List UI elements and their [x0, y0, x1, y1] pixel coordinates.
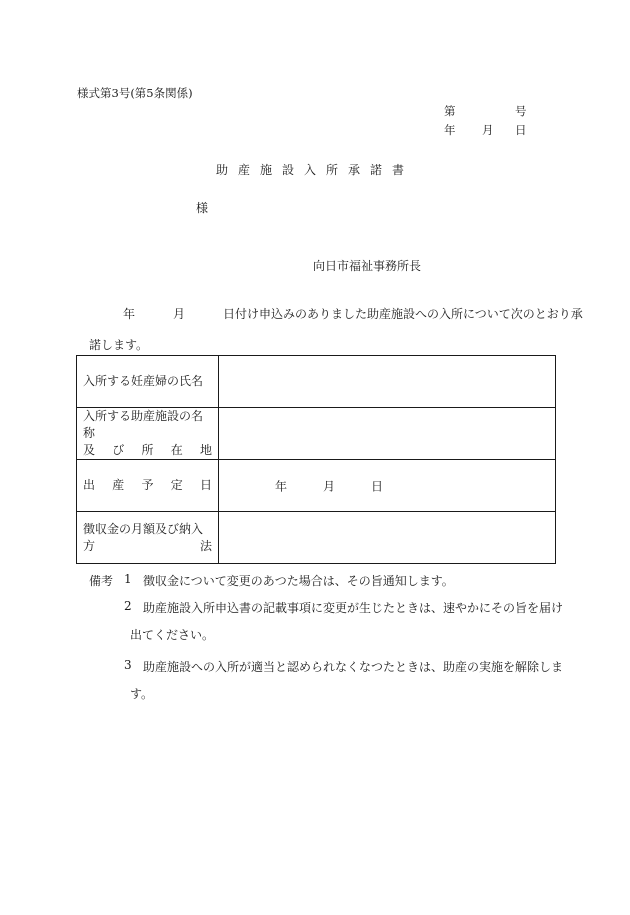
label-facility-address: 及 び 所 在 地 [83, 443, 212, 457]
label-fee-method: 徴収金の月額及び納入 方 法 [77, 512, 219, 564]
field-fee-method[interactable] [219, 512, 556, 564]
label-facility-name-address: 入所する助産施設の名称 及 び 所 在 地 [77, 408, 219, 460]
issuer-name: 向日市福祉事務所長 [313, 259, 422, 273]
body-text-line2: 諾します。 [89, 338, 149, 352]
due-date-day: 日 [371, 479, 384, 493]
note-number: 1 [124, 572, 132, 586]
note-text: 徴収金について変更のあつた場合は、その旨通知します。 [143, 574, 454, 588]
issue-date-year: 年 [444, 123, 456, 137]
recipient-honorific: 様 [196, 201, 209, 215]
table-row [77, 356, 556, 408]
note-text-continued: 出てください。 [130, 628, 215, 642]
issue-date-day: 日 [515, 123, 527, 137]
field-due-date[interactable] [219, 460, 556, 512]
body-text-rest: 日付け申込みのありました助産施設への入所について次のとおり承 [223, 307, 583, 321]
notes-label: 備考 [89, 574, 114, 588]
body-text-line1 [123, 305, 583, 322]
issue-date-month: 月 [482, 123, 494, 137]
body-year: 年 [123, 307, 136, 321]
table-row [77, 512, 556, 564]
label-mother-name: 入所する妊産婦の氏名 [77, 356, 219, 408]
due-date-year: 年 [275, 479, 288, 493]
table-row [77, 408, 556, 460]
body-month: 月 [173, 307, 186, 321]
document-number-label: 第 [444, 104, 456, 118]
note-text: 助産施設への入所が適当と認められなくなつたときは、助産の実施を解除しま [143, 660, 564, 674]
form-number: 様式第3号(第5条関係) [77, 86, 193, 100]
due-date-month: 月 [323, 479, 336, 493]
note-number: 2 [124, 599, 132, 613]
note-text: 助産施設入所申込書の記載事項に変更が生じたときは、速やかにその旨を届け [143, 601, 564, 615]
note-text-continued: す。 [130, 687, 154, 701]
document-number-suffix: 号 [515, 104, 527, 118]
label-due-date: 出 産 予 定 日 [77, 460, 219, 512]
info-table [76, 355, 556, 564]
document-title: 助産施設入所承諾書 [215, 163, 414, 177]
field-facility-name-address[interactable] [219, 408, 556, 460]
note-number: 3 [124, 658, 132, 672]
table-row [77, 460, 556, 512]
field-mother-name[interactable] [219, 356, 556, 408]
